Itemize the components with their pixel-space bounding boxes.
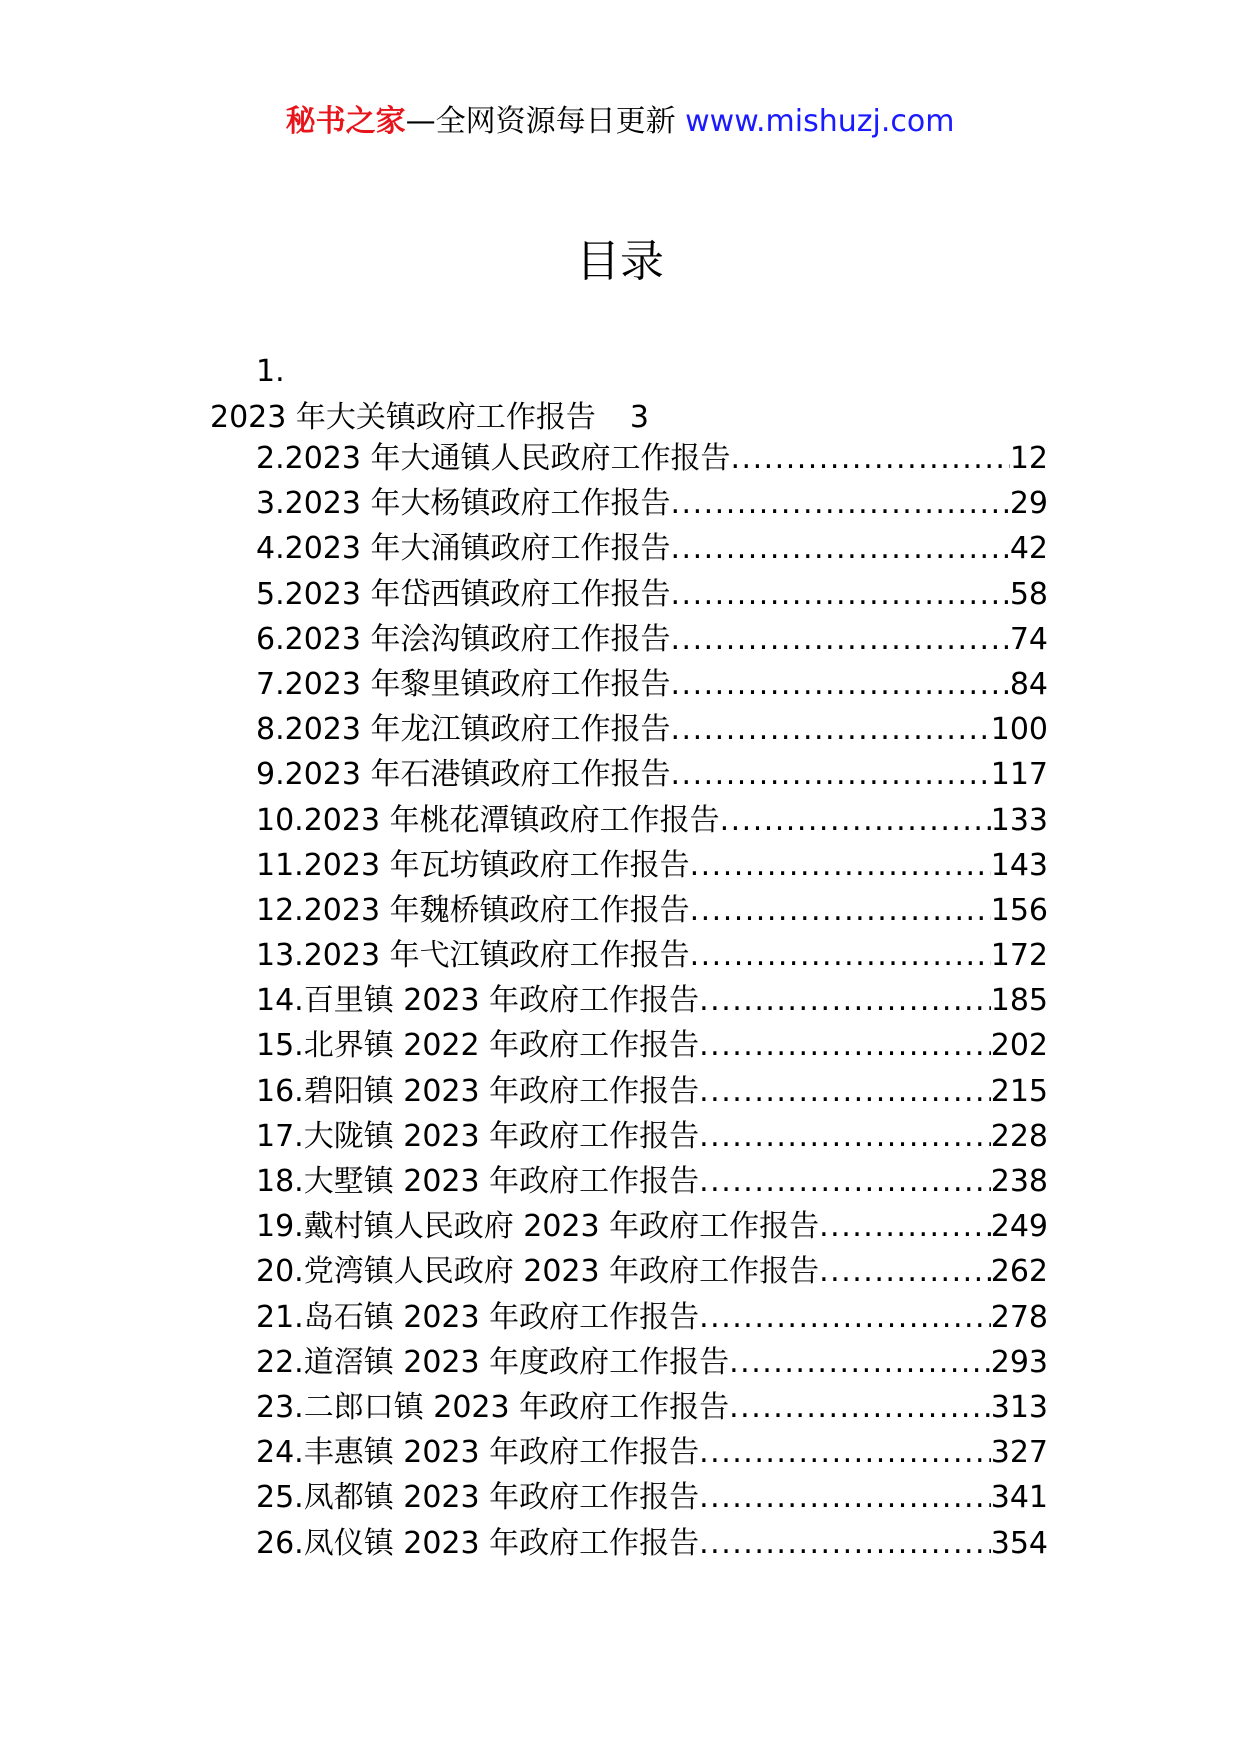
toc-leader-dots: [699, 1023, 991, 1068]
toc-leader-dots: [671, 617, 1010, 662]
toc-entry[interactable]: [256, 888, 1048, 933]
toc-leader-dots: [671, 481, 1010, 526]
toc-entry-title: 16.碧阳镇 2023 年政府工作报告: [256, 1073, 700, 1109]
toc-entry[interactable]: [256, 1114, 1048, 1159]
page-title: 目录: [576, 236, 664, 287]
toc-entry-page: 327: [990, 1435, 1048, 1471]
toc-entry-title: 6.2023 年浍沟镇政府工作报告: [256, 621, 671, 657]
toc-entry-title: 10.2023 年桃花潭镇政府工作报告: [256, 802, 720, 838]
toc-leader-dots: [819, 1204, 991, 1249]
toc-entry-page: 100: [990, 712, 1048, 748]
toc-entry-title: 12.2023 年魏桥镇政府工作报告: [256, 892, 690, 928]
toc-entry-title: 22.道滘镇 2023 年度政府工作报告: [256, 1344, 730, 1380]
toc-entry-page: 262: [990, 1254, 1048, 1290]
toc-leader-dots: [729, 1340, 991, 1385]
toc-leader-dots: [690, 888, 991, 933]
toc-entry-title: 9.2023 年石港镇政府工作报告: [256, 757, 671, 793]
toc-entry-title: 15.北界镇 2022 年政府工作报告: [256, 1028, 700, 1064]
brand-name: 秘书之家: [285, 104, 406, 139]
toc-leader-dots: [731, 436, 1010, 481]
toc-entry-page: 238: [990, 1164, 1048, 1199]
toc-leader-dots: [699, 1069, 991, 1114]
toc-entry[interactable]: [256, 752, 1048, 797]
toc-entry-page: 29: [1009, 486, 1048, 522]
toc-entry-page: 341: [990, 1480, 1048, 1516]
toc-entry-page: 117: [990, 757, 1048, 793]
toc-entry-title: 23.二郎口镇 2023 年政府工作报告: [256, 1389, 730, 1425]
toc-leader-dots: [720, 798, 991, 843]
toc-entry[interactable]: [256, 481, 1048, 526]
toc-leader-dots: [671, 572, 1010, 617]
toc-entry-page: 84: [1009, 666, 1048, 702]
toc-leader-dots: [690, 843, 991, 888]
toc-entry-page: 58: [1009, 576, 1048, 612]
toc-entry-title: 14.百里镇 2023 年政府工作报告: [256, 983, 700, 1019]
toc-entry-page: 185: [990, 983, 1048, 1019]
toc-entry[interactable]: [256, 1069, 1048, 1114]
toc-entry-title: 3.2023 年大杨镇政府工作报告: [256, 486, 671, 522]
toc-entry-page: 278: [990, 1299, 1048, 1335]
toc-entry-page: 172: [990, 938, 1048, 974]
toc-entry-page: 202: [990, 1028, 1048, 1064]
toc-entry[interactable]: [256, 436, 1048, 481]
toc-entry[interactable]: [256, 798, 1048, 843]
toc-entry-page: 215: [990, 1073, 1048, 1109]
toc-entry-title: 21.岛石镇 2023 年政府工作报告: [256, 1299, 700, 1335]
toc-entry[interactable]: [256, 1159, 1048, 1204]
toc-entry[interactable]: [256, 978, 1048, 1023]
toc-entry-page: 143: [990, 847, 1048, 883]
toc-entry[interactable]: [256, 933, 1048, 978]
toc-entry[interactable]: [256, 1295, 1048, 1340]
site-url-link[interactable]: www.mishuzj.com: [685, 104, 955, 139]
toc-leader-dots: [671, 707, 991, 752]
toc-leader-dots: [699, 1114, 991, 1159]
toc-entry-title: 2.2023 年大通镇人民政府工作报告: [256, 441, 731, 476]
toc-entry[interactable]: [256, 843, 1048, 888]
toc-entry[interactable]: [256, 707, 1048, 752]
toc-entry-title: 4.2023 年大涌镇政府工作报告: [256, 531, 671, 567]
toc-entry[interactable]: [256, 1023, 1048, 1068]
toc-entry-title: 2023 年大关镇政府工作报告: [210, 400, 596, 435]
toc-entry-title: 11.2023 年瓦坊镇政府工作报告: [256, 847, 690, 883]
toc-entry-title: 13.2023 年弋江镇政府工作报告: [256, 938, 690, 974]
toc-entry-page: 74: [1009, 621, 1048, 657]
toc-leader-dots: [671, 752, 991, 797]
toc-leader-dots: [671, 662, 1010, 707]
toc-leader-dots: [699, 1159, 991, 1204]
toc-entry[interactable]: [256, 1385, 1048, 1430]
toc-entry[interactable]: [210, 396, 649, 440]
slogan: —全网资源每日更新: [405, 104, 676, 139]
toc-leader-dots: [699, 978, 991, 1023]
toc-entry-page: 133: [990, 802, 1048, 838]
toc-entry-page: 249: [990, 1209, 1048, 1245]
toc-entry-page: 12: [1009, 441, 1048, 476]
toc-entry-title: 25.凤都镇 2023 年政府工作报告: [256, 1480, 700, 1516]
toc-entry[interactable]: [256, 1204, 1048, 1249]
toc-leader-dots: [671, 526, 1010, 571]
toc-entry[interactable]: [256, 1430, 1048, 1475]
toc-entry[interactable]: [256, 1521, 1048, 1566]
toc-first-number: 1.: [256, 354, 285, 389]
toc-entry[interactable]: [256, 1249, 1048, 1294]
toc-entry-page: 156: [990, 892, 1048, 928]
toc-leader-dots: [690, 933, 991, 978]
toc-entry-title: 24.丰惠镇 2023 年政府工作报告: [256, 1435, 700, 1471]
toc-entry-title: 17.大陇镇 2023 年政府工作报告: [256, 1118, 700, 1154]
toc-entry-title: 5.2023 年岱西镇政府工作报告: [256, 576, 671, 612]
toc-leader-dots: [699, 1295, 991, 1340]
toc-entry[interactable]: [256, 662, 1048, 707]
toc-entry-list: [256, 436, 1048, 1566]
toc-entry-page: 42: [1009, 531, 1048, 567]
toc-entry-title: 8.2023 年龙江镇政府工作报告: [256, 712, 671, 748]
toc-entry-page: 228: [990, 1118, 1048, 1154]
toc-entry[interactable]: [256, 526, 1048, 571]
toc-entry-title: 7.2023 年黎里镇政府工作报告: [256, 666, 671, 702]
toc-entry-page: 293: [990, 1344, 1048, 1380]
toc-entry-title: 20.党湾镇人民政府 2023 年政府工作报告: [256, 1254, 820, 1290]
toc-leader-dots: [699, 1430, 991, 1475]
toc-entry-page: 3: [629, 400, 649, 435]
toc-leader-dots: [819, 1249, 991, 1294]
toc-entry[interactable]: [256, 617, 1048, 662]
toc-leader-dots: [729, 1385, 991, 1430]
toc-entry[interactable]: [256, 1340, 1048, 1385]
toc-leader-dots: [699, 1521, 991, 1566]
toc-entry-title: 18.大墅镇 2023 年政府工作报告: [256, 1164, 700, 1199]
toc-leader-dots: [699, 1475, 991, 1520]
toc-entry-page: 354: [990, 1525, 1048, 1561]
site-header: [0, 102, 1240, 142]
toc-entry[interactable]: [256, 572, 1048, 617]
toc-entry-title: 19.戴村镇人民政府 2023 年政府工作报告: [256, 1209, 820, 1245]
toc-entry-page: 313: [990, 1389, 1048, 1425]
toc-entry-title: 26.凤仪镇 2023 年政府工作报告: [256, 1525, 700, 1561]
toc-entry[interactable]: [256, 1475, 1048, 1520]
